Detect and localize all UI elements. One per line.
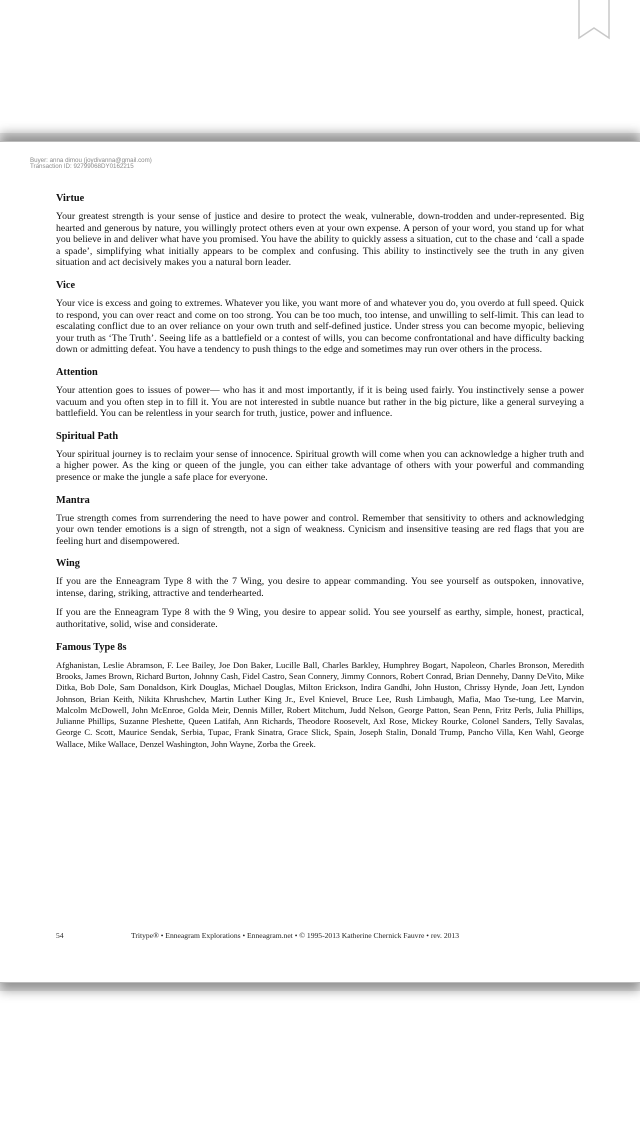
footer-text: Tritype® • Enneagram Explorations • Enneagram.net • © 1995-2013 Katherine Chernick Fauvre • rev. 2013 xyxy=(131,931,460,940)
section-heading: Attention xyxy=(56,366,98,378)
page-content xyxy=(56,193,584,761)
section-heading: Spiritual Path xyxy=(56,430,119,442)
section-mantra xyxy=(56,495,584,548)
section-paragraph: If you are the Enneagram Type 8 with the 9 Wing, you desire to appear solid. You see yourself as earthy, simple, honest, practical, authoritative, solid, wise and considerate. xyxy=(56,607,584,631)
section-virtue xyxy=(56,193,584,269)
buyer-line: Buyer: anna dimou (joydivanna@gmail.com) xyxy=(30,157,152,164)
section-paragraph: True strength comes from surrendering the need to have power and control. Remember that sensitivity to others and acknowledging your own tender emotions is a sign of strength, not a sign of weakness. Cynicism and insensitive teasing are red flags that you are feeling hurt and disempowered. xyxy=(56,512,584,547)
famous-list: Afghanistan, Leslie Abramson, F. Lee Bailey, Joe Don Baker, Lucille Ball, Charles Barkley, Humphrey Bogart, Napoleon, Charles Bronson, Meredith Brooks, James Brown, Richard Burton, Johnny Cash, Fidel Castro, Sean Connery, Jimmy Connors, Robert Conrad, Brian Dennehy, Danny DeVito, Mike Ditka, Bob Dole, Sam Donaldson, Kirk Douglas, Michael Douglas, Milton Erickson, Indira Gandhi, John Huston, Chrissy Hynde, Joan Jett, Lyndon Johnson, Brian Keith, Nikita Khrushchev, Martin Luther King Jr., Evel Knievel, Bruce Lee, Rush Limbaugh, Mafia, Mao Tse-tung, Lee Marvin, Malcolm McDowell, John McEnroe, Golda Meir, Dennis Miller, Robert Mitchum, Judd Nelson, George Patton, Sean Penn, Fritz Perls, Julia Phillips, Julianne Phillips, Suzanne Pleshette, Queen Latifah, Ann Richards, Theodore Roosevelt, Axl Rose, Mickey Rourke, Colonel Sanders, Telly Savalas, George C. Scott, Maurice Sendak, Serbia, Tupac, Frank Sinatra, Grace Slick, Spain, Joseph Stalin, Donald Trump, Pancho Villa, Ken Wahl, George Wallace, Mike Wallace, Denzel Washington, John Wayne, Zorba the Greek. xyxy=(56,659,584,749)
section-heading: Wing xyxy=(56,558,80,570)
section-heading: Famous Type 8s xyxy=(56,641,127,653)
section-heading: Virtue xyxy=(56,193,85,204)
section-famous xyxy=(56,642,584,750)
section-vice xyxy=(56,280,584,356)
section-paragraph: Your vice is excess and going to extremes. Whatever you like, you want more of and whatever you do, you overdo at full speed. Quick to respond, you can over react and come on too strong. You can be too much, too intense, and unwilling to self-limit. This can lead to escalating conflict due to an over reliance on your own truth and self-defined justice. Under stress you can become myopic, believing your truth as ‘The Truth’. Seeing life as a battlefield or a contest of wills, you can become confrontational and have difficulty backing down or admitting defeat. You have a tendency to push things to the edge and sometimes may run over others in the process. xyxy=(56,297,584,356)
document-page[interactable] xyxy=(0,141,640,983)
section-heading: Mantra xyxy=(56,494,90,506)
section-paragraph: Your greatest strength is your sense of justice and desire to protect the weak, vulnerable, down-trodden and under-represented. Big hearted and generous by nature, you willingly protect others even at your own expense. A person of your word, you stand up for what you believe in and deliver what have you promised. You have the ability to quickly assess a situation, cut to the chase and ‘call a spade a spade’, simplifying what initially appears to be complex and confusing. This ability to instinctively see the truth in any given situation and act decisively makes you a natural born leader. xyxy=(56,211,584,269)
buyer-watermark xyxy=(30,158,152,171)
section-wing xyxy=(56,558,584,630)
section-paragraph: If you are the Enneagram Type 8 with the 7 Wing, you desire to appear commanding. You see yourself as outspoken, innovative, intense, daring, striking, attractive and tenderhearted. xyxy=(56,576,584,599)
section-paragraph: Your spiritual journey is to reclaim your sense of innocence. Spiritual growth will come when you can acknowledge a higher truth and a higher power. As the king or queen of the jungle, you can either take advantage of others with your powerful and commanding presence or make the jungle a safe place for everyone. xyxy=(56,448,584,483)
section-heading: Vice xyxy=(56,279,76,291)
section-attention xyxy=(56,367,584,420)
page-number: 54 xyxy=(56,931,64,940)
bookmark-icon[interactable] xyxy=(578,0,610,40)
section-spiritual-path xyxy=(56,431,584,484)
transaction-line: Transaction ID: 92799068DY0162215 xyxy=(30,163,134,171)
section-paragraph: Your attention goes to issues of power— who has it and most importantly, if it is being used fairly. You instinctively sense a power vacuum and you often step in to fill it. You are not interested in subtle nuance but rather in the big picture, like a general surveying a battlefield. You can be relentless in your search for truth, justice, power and influence. xyxy=(56,384,584,420)
